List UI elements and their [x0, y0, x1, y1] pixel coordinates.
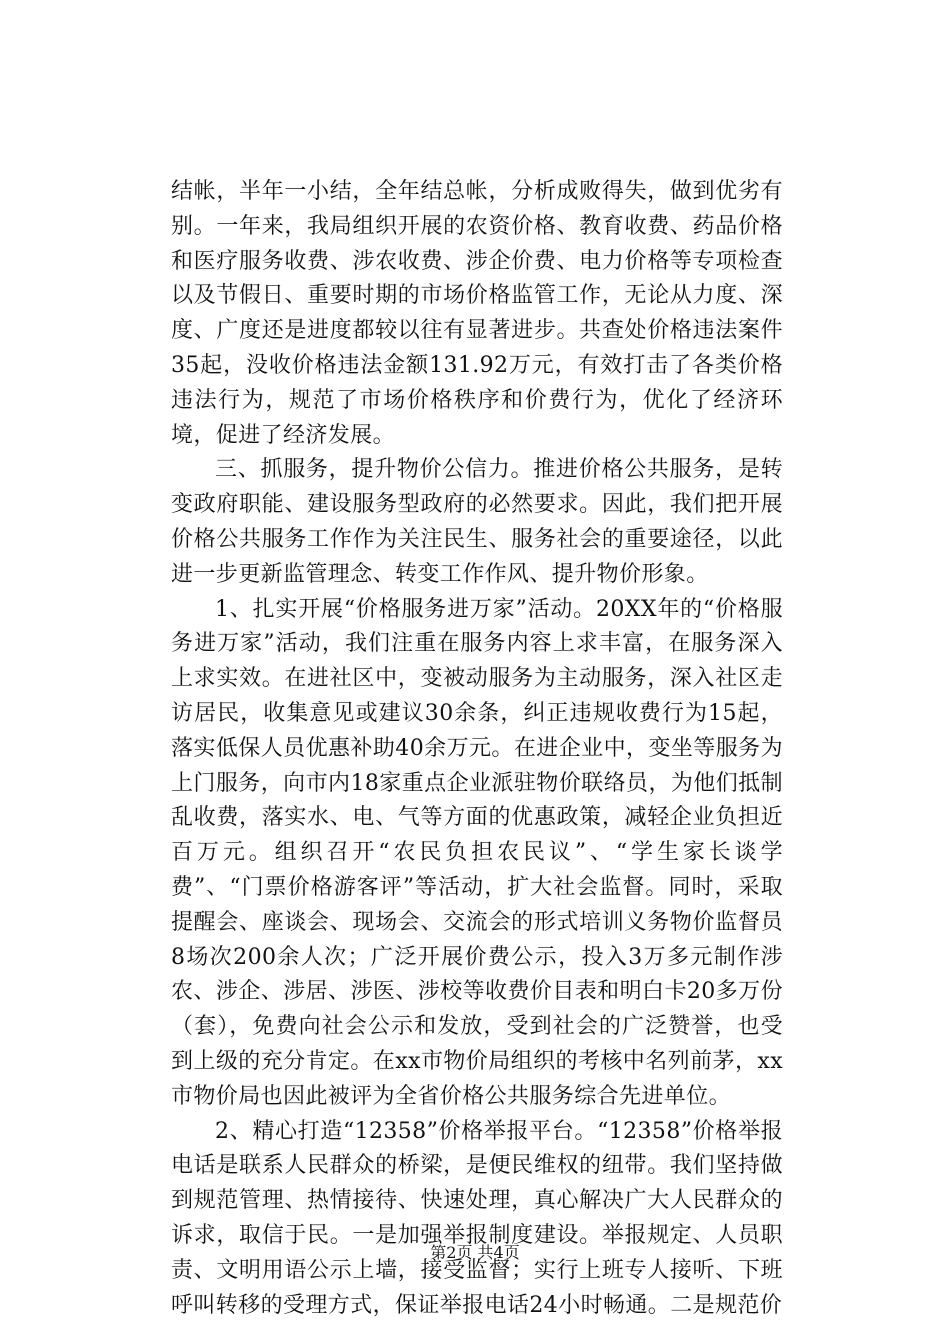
paragraph-1: 结帐，半年一小结，全年结总帐，分析成败得失，做到优劣有别。一年来，我局组织开展的农资价格、教育收费、药品价格和医疗服务收费、涉农收费、涉企价费、电力价格等专项检查以及节假日、重要时期的市场价格监管工作，无论从力度、深度、广度还是进度都较以往有显著进步。共查处价格违法案件35起，没收价格违法金额131.92万元，有效打击了各类价格违法行为，规范了市场价格秩序和价费行为，优化了经济环境，促进了经济发展。: [171, 179, 783, 448]
paragraph-3: 1、扎实开展“价格服务进万家”活动。20XX年的“价格服务进万家”活动，我们注重在服务内容上求丰富，在服务深入上求实效。在进社区中，变被动服务为主动服务，深入社区走访居民，收集意见或建议30余条，纠正违规收费行为15起，落实低保人员优惠补助40余万元。在进企业中，变坐等服务为上门服务，向市内18家重点企业派驻物价联络员，为他们抵制乱收费，落实水、电、气等方面的优惠政策，减轻企业负担近百万元。组织召开“农民负担农民议”、“学生家长谈学费”、“门票价格游客评”等活动，扩大社会监督。同时，采取提醒会、座谈会、现场会、交流会的形式培训义务物价监督员8场次200余人次；广泛开展价费公示，投入3万多元制作涉农、涉企、涉居、涉医、涉校等收费价目表和明白卡20多万份（套），免费向社会公示和发放，受到社会的广泛赞誉，也受到上级的充分肯定。在xx市物价局组织的考核中名列前茅，xx市物价局也因此被评为全省价格公共服务综合先进单位。: [171, 596, 783, 1109]
paragraph-4: 2、精心打造“12358”价格举报平台。“12358”价格举报电话是联系人民群众的桥梁，是便民维权的纽带。我们坚持做到规范管理、热情接待、快速处理，真心解决广大人民群众的诉求，取信于民。一是加强举报制度建设。举报规定、人员职责、文明用语公示上墙，接受监督；实行上班专人接听、下班呼叫转移的受理方式，保证举报电话24小时畅通。二是规范价: [171, 1118, 783, 1318]
body-text: [171, 175, 783, 1323]
page-footer: [0, 1243, 950, 1263]
paragraph-2: 三、抓服务，提升物价公信力。推进价格公共服务，是转变政府职能、建设服务型政府的必然要求。因此，我们把开展价格公共服务工作作为关注民生、服务社会的重要途径，以此进一步更新监管理念、转变工作作风、提升物价形象。: [171, 457, 783, 587]
page-number: 第2页 共4页: [430, 1243, 520, 1262]
